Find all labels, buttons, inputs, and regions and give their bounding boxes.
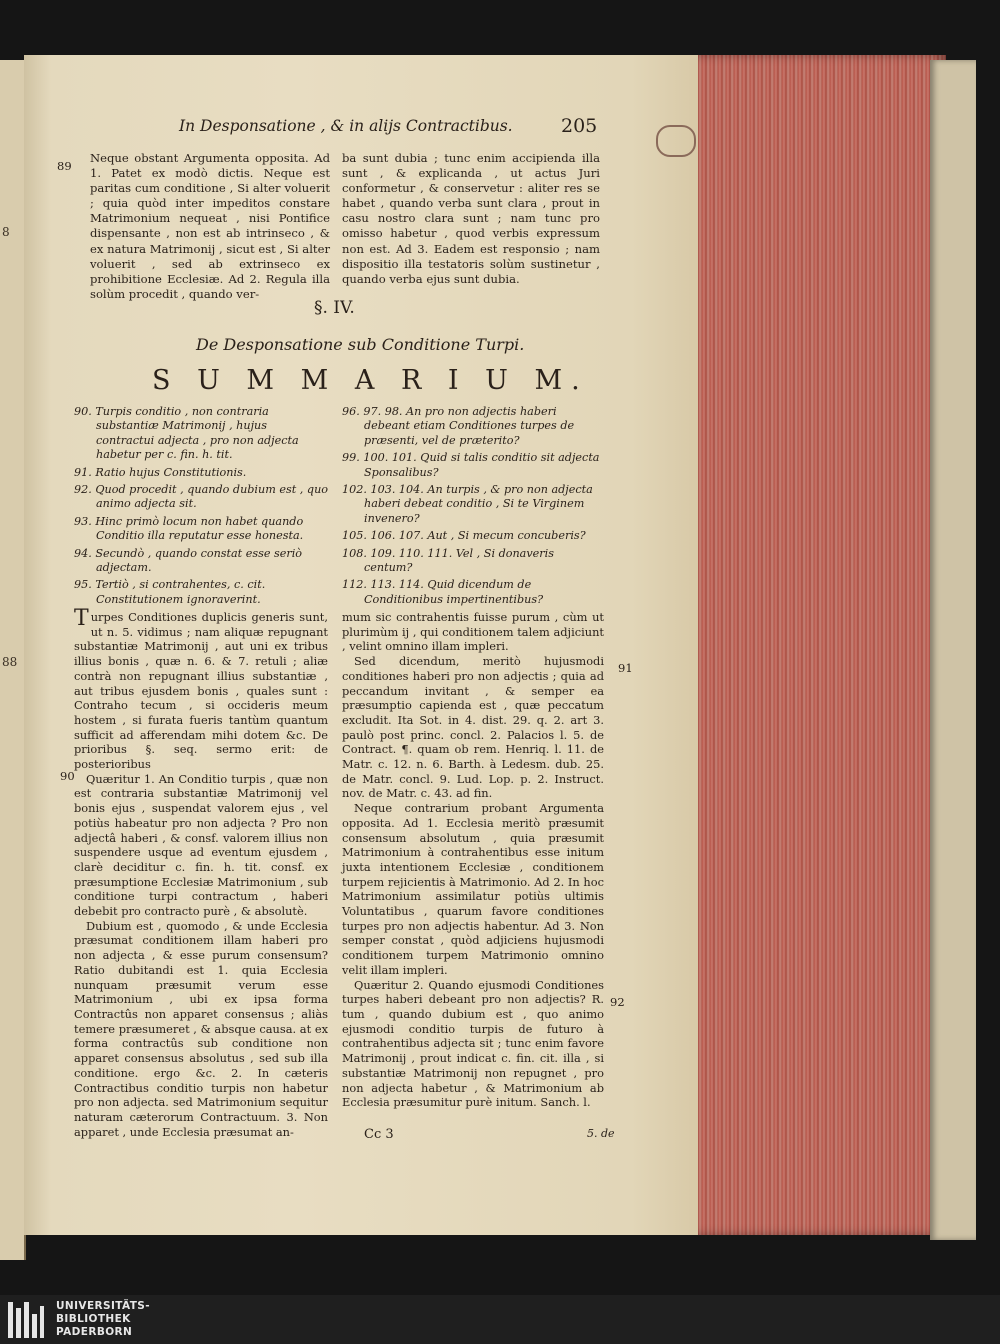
paragraph: Neque obstant Argumenta opposita. Ad 1. Patet ex modò dictis. Neque est paritas cum conditione , Si alter voluerit ; quia quòd inter impeditos constare Matrimonium nequeat , nisi Pontifice dispensante , non est ab intrinseco , & ex natura Matrimonij , sicut est , Si alter voluerit , sed ab extrinseco ex prohibitione Ecclesiæ. Ad 2. Regula illa solùm procedit , quando ver-: [90, 151, 330, 301]
book-cover-board: [930, 60, 976, 1240]
catchword: 5. de: [587, 1127, 615, 1140]
summary-item: 99. 100. 101. Quid si talis conditio sit adjecta Sponsalibus?: [342, 451, 600, 479]
paragraph: ba sunt dubia ; tunc enim accipienda illa sunt , & explicanda , ut actus Juri conformetur , & conservetur : aliter res se habet , quando verba sunt clara , prout in casu nostro clara sunt ; nam tunc pro omisso habetur , quod verbis expressum non est. Ad 3. Eadem est responsio ; nam dispositio illa testatoris solùm sustinetur , quando verba ejus sunt dubia.: [342, 151, 600, 286]
summary-item: 92. Quod procedit , quando dubium est , quo animo adjecta sit.: [74, 483, 329, 511]
margin-number: 90: [60, 769, 75, 783]
section-title: De Desponsatione sub Conditione Turpi.: [196, 335, 525, 354]
summary-item: 105. 106. 107. Aut , Si mecum concuberis?: [342, 529, 586, 543]
page-number: 205: [561, 115, 598, 137]
summary-item: 112. 113. 114. Quid dicendum de Conditionibus impertinentibus?: [342, 578, 544, 606]
left-page-edge: [0, 60, 26, 1260]
summary-item: 96. 97. 98. An pro non adjectis haberi debeant etiam Conditiones turpes de præsenti, vel de præterito?: [342, 405, 575, 447]
summary-item: 93. Hinc primò locum non habet quando Conditio illa reputatur esse honesta.: [74, 514, 304, 543]
summary-right: [342, 405, 604, 610]
paragraph: mum sic contrahentis fuisse purum , cùm ut plurimùm ij , qui conditionem talem adjiciunt , velint omnino illam impleri.: [342, 610, 604, 654]
body-left-column: [74, 606, 328, 1139]
paragraph: Sed dicendum, meritò hujusmodi conditiones haberi pro non adjectis ; quia ad peccandum invitant , & semper ea præsumptio capienda est , quæ peccatum excludit. Ita Sot. in 4. dist. 29. q. 2. art 3. paulò post princ. concl. 2. Palacios l. 5. de Contract. ¶. quam ob rem. Henriq. l. 11. de Matr. c. 12. n. 6. Barth. à Ledesm. dub. 25. de Matr. concl. 9. Lud. Lop. p. 2. Instruct. nov. de Matr. c. 43. ad fin.: [342, 654, 604, 801]
paragraph: Dubium est , quomodo , & unde Ecclesia præsumat conditionem illam haberi pro non adjecta , & esse purum consensum? Ratio dubitandi est 1. quia Ecclesia nunquam præsumit verum esse Matrimonium , ubi ex ipsa forma Contractûs non apparet consensus ; aliàs temere præsumeret , & absque causa. at ex forma contractûs sub conditione non apparet consensus absolutus , sed sub illa conditione. ergo &c. 2. In cæteris Contractibus conditio turpis non habetur pro non adjecta. sed Matrimonium sequitur naturam cæterorum Contractuum. 3. Non apparet , unde Ecclesia præsumat an-: [74, 918, 328, 1139]
running-title: In Desponsatione , & in alijs Contractibus.: [179, 117, 513, 135]
summary-item: 102. 103. 104. An turpis , & pro non adjecta haberi debeat conditio , Si te Virginem invenero?: [342, 483, 593, 525]
summary-item: 90. Turpis conditio , non contraria substantiæ Matrimonij , hujus contractui adjecta , pro non adjecta habetur per c. fin. h. tit.: [74, 405, 299, 462]
drop-cap: T: [74, 606, 89, 631]
intro-right-column: [342, 151, 600, 287]
signature-mark: Cc 3: [364, 1127, 394, 1142]
summary-item: 108. 109. 110. 111. Vel , Si donaveris centum?: [342, 546, 554, 575]
paragraph: Quæritur 1. An Conditio turpis , quæ non est contraria substantiæ Matrimonij vel bonis ejus , suspendat valorem ejus , vel potiùs habeatur pro non adjecta ? Pro non adjectâ haberi , & consf. valorem illius non suspendere usque ad eventum ejusdem , clarè deciditur c. fin. h. tit. consf. ex præsumptione Ecclesiæ Matrimonium , sub conditione turpi contractum , haberi debebit pro contracto purè , & absolutè.: [74, 771, 328, 919]
summary-item: 91. Ratio hujus Constitutionis.: [74, 465, 247, 479]
library-name: UNIVERSITÄTS- BIBLIOTHEK PADERBORN: [56, 1300, 151, 1338]
left-margin-note: 88: [2, 655, 18, 669]
paragraph: Quæritur 2. Quando ejusmodi Conditiones turpes haberi debeant pro non adjectis? R. tum , quando dubium est , quo animo ejusmodi conditio turpis de futuro à contrahentibus adjecta sit ; tunc enim favore Matrimonij , prout indicat c. fin. cit. illa , si substantiæ Matrimonij non repugnet , pro non adjecta habetur , & Matrimonium ab Ecclesia præsumitur purè initum. Sanch. l.: [342, 977, 604, 1110]
paragraph: Neque contrarium probant Argumenta opposita. Ad 1. Ecclesia meritò præsumit consensum absolutum , quia præsumit Matrimonium à contrahentibus esse initum juxta intentionem Ecclesiæ , conditionem turpem rejicientis à Matrimonio. Ad 2. In hoc Matrimonium assimilatur potiùs ultimis Voluntatibus , quarum favore conditiones turpes pro non adjectis habentur. Ad 3. Non semper constat , quòd adjiciens hujusmodi conditionem turpem Matrimonio omnino velit illam impleri.: [342, 801, 604, 977]
intro-left-column: [90, 151, 330, 302]
summary-left: [74, 405, 328, 610]
section-number: §. IV.: [314, 298, 355, 318]
summarium-heading: S U M M A R I U M.: [152, 365, 589, 396]
margin-number: 89: [57, 159, 72, 173]
margin-number: 92: [610, 995, 625, 1009]
left-margin-note: 8: [2, 225, 10, 239]
paper-tag: [656, 125, 696, 157]
body-right-column: [342, 610, 604, 1110]
paragraph: Turpes Conditiones duplicis generis sunt, ut n. 5. vidimus ; nam aliquæ repugnant substantiæ Matrimonij , aut uni ex tribus illius bonis , quæ n. 6. & 7. retuli ; aliæ contrà non repugnant illius substantiæ , aut tribus ejusdem bonis , quales sunt : Contraho tecum , si occideris meum hostem , si furata fueris tantùm quantum sufficit ad afferendam mihi dotem &c. De prioribus §. seq. sermo erit: de posterioribus: [74, 606, 328, 772]
summary-item: 94. Secundò , quando constat esse seriò adjectam.: [74, 546, 303, 575]
library-logo-icon: [6, 1300, 46, 1340]
page-fore-edge: [694, 55, 946, 1235]
book-page: [24, 55, 698, 1235]
summary-item: 95. Tertiò , si contrahentes, c. cit. Constitutionem ignoraverint.: [74, 578, 266, 606]
margin-number: 91: [618, 661, 633, 675]
